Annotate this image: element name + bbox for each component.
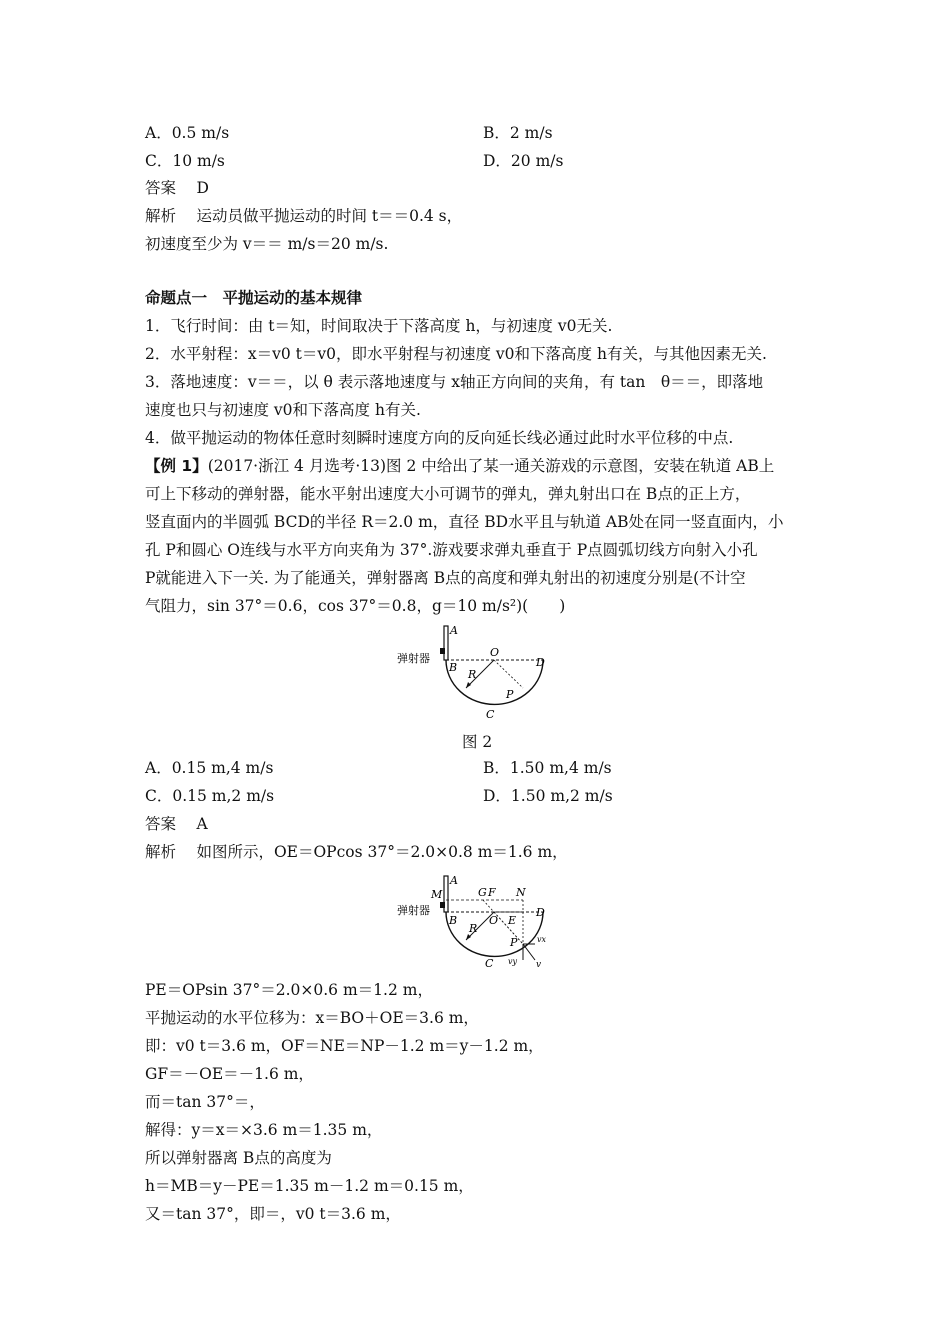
solution-step-6: 解得：y＝x＝×3.6 m＝1.35 m， bbox=[145, 1121, 383, 1139]
fig2-label-e: E bbox=[508, 914, 517, 927]
fig-label-p: P bbox=[506, 688, 514, 701]
fig2-label-v: v bbox=[536, 960, 542, 970]
fig2-label-f: F bbox=[488, 886, 496, 899]
example-answer-label: 答案 bbox=[145, 815, 177, 833]
analysis-line bbox=[145, 206, 462, 226]
answer-value: D bbox=[196, 179, 209, 197]
example-analysis-label: 解析 bbox=[145, 843, 177, 861]
fig2-label-p: P bbox=[510, 936, 518, 949]
example-answer-line bbox=[145, 814, 208, 834]
fig2-label-a: A bbox=[450, 874, 458, 887]
option-c: C．10 m/s bbox=[145, 152, 225, 170]
solution-step-1: PE＝OPsin 37°＝2.0×0.6 m＝1.2 m， bbox=[145, 981, 433, 999]
example-answer-value: A bbox=[196, 815, 208, 833]
example-analysis-line bbox=[145, 842, 568, 862]
option-b: B．2 m/s bbox=[483, 124, 553, 142]
fig2-launcher-label: 弹射器 bbox=[397, 904, 430, 917]
fig2-label-vx: vx bbox=[537, 935, 547, 944]
analysis-label: 解析 bbox=[145, 207, 177, 225]
example-line-3: 竖直面内的半圆弧 BCD的半径 R＝2.0 m，直径 BD水平且与轨道 AB处在同一竖直面内，小 bbox=[145, 513, 784, 531]
v-vector bbox=[523, 944, 535, 960]
fig2-label-o: O bbox=[489, 914, 499, 927]
answer-label: 答案 bbox=[145, 179, 177, 197]
figure-2 bbox=[395, 622, 555, 722]
fig-label-r: R bbox=[468, 668, 477, 681]
rule-1: 1．飞行时间：由 t＝知，时间取决于下落高度 h，与初速度 v0无关. bbox=[145, 317, 613, 335]
fig2-label-c: C bbox=[485, 957, 494, 970]
launcher-block-2 bbox=[440, 902, 445, 908]
solution-step-4: GF＝－OE＝－1.6 m， bbox=[145, 1065, 314, 1083]
fig2-label-d: D bbox=[536, 906, 545, 919]
example-analysis-text: 如图所示，OE＝OPcos 37°＝2.0×0.8 m＝1.6 m， bbox=[196, 843, 568, 861]
option-d: D．20 m/s bbox=[483, 152, 564, 170]
fig2-label-vy: vy bbox=[508, 957, 518, 966]
fig-label-d: D bbox=[536, 656, 545, 669]
op-line bbox=[494, 660, 523, 688]
rule-4: 4．做平抛运动的物体任意时刻瞬时速度方向的反向延长线必通过此时水平位移的中点. bbox=[145, 429, 734, 447]
example-tag: 【例 1】 bbox=[145, 457, 208, 475]
semicircle-arc bbox=[446, 660, 543, 704]
solution-step-3: 即：v0 t＝3.6 m，OF＝NE＝NP－1.2 m＝y－1.2 m， bbox=[145, 1037, 544, 1055]
solution-figure bbox=[395, 872, 560, 972]
solution-step-7: 所以弹射器离 B点的高度为 bbox=[145, 1149, 332, 1167]
fig2-label-b: B bbox=[449, 914, 458, 927]
example-line-2: 可上下移动的弹射器，能水平射出速度大小可调节的弹丸，弹丸射出口在 B点的正上方， bbox=[145, 485, 751, 503]
option-a: A．0.5 m/s bbox=[145, 124, 230, 142]
solution-step-8: h＝MB＝y－PE＝1.35 m－1.2 m＝0.15 m， bbox=[145, 1177, 474, 1195]
fig-label-c: C bbox=[486, 708, 495, 721]
solution-step-5: 而＝tan 37°＝， bbox=[145, 1093, 265, 1111]
fig2-label-r: R bbox=[469, 922, 478, 935]
example-option-d: D．1.50 m,2 m/s bbox=[483, 787, 613, 805]
rule-3b: 速度也只与初速度 v0和下落高度 h有关. bbox=[145, 401, 421, 419]
fig-launcher-label: 弹射器 bbox=[397, 652, 430, 665]
example-option-a: A．0.15 m,4 m/s bbox=[145, 759, 274, 777]
analysis-text: 运动员做平抛运动的时间 t＝＝0.4 s， bbox=[196, 207, 463, 225]
example-option-c: C．0.15 m,2 m/s bbox=[145, 787, 275, 805]
analysis-line-2: 初速度至少为 v＝＝ m/s＝20 m/s. bbox=[145, 235, 389, 253]
fig-label-a: A bbox=[450, 624, 458, 637]
example-line-4: 孔 P和圆心 O连线与水平方向夹角为 37°.游戏要求弹丸垂直于 P点圆弧切线方向射入小孔 bbox=[145, 541, 758, 559]
fig2-label-n: N bbox=[516, 886, 526, 899]
launcher-block bbox=[440, 648, 445, 654]
figure-2-caption: 图 2 bbox=[462, 733, 493, 751]
solution-step-2: 平抛运动的水平位移为：x＝BO＋OE＝3.6 m， bbox=[145, 1009, 479, 1027]
solution-step-9: 又＝tan 37°，即＝，v0 t＝3.6 m， bbox=[145, 1205, 401, 1223]
radius-arrow bbox=[466, 682, 471, 688]
example-option-b: B．1.50 m,4 m/s bbox=[483, 759, 612, 777]
fig2-label-m: M bbox=[431, 888, 443, 901]
rule-2: 2．水平射程：x＝v0 t＝v0，即水平射程与初速度 v0和下落高度 h有关，与其他因素无关. bbox=[145, 345, 767, 363]
fig2-label-g: G bbox=[478, 886, 487, 899]
fig-label-o: O bbox=[490, 646, 500, 659]
example-line-6: 气阻力，sin 37°＝0.6，cos 37°＝0.8，g＝10 m/s²)( ) bbox=[145, 597, 566, 615]
track-ab bbox=[444, 626, 448, 660]
example-line-5: P就能进入下一关. 为了能通关，弹射器离 B点的高度和弹丸射出的初速度分别是(不计空 bbox=[145, 569, 746, 587]
section-title: 命题点一 平抛运动的基本规律 bbox=[145, 289, 363, 307]
answer-line bbox=[145, 178, 209, 198]
example-text-1: (2017·浙江 4 月选考·13)图 2 中给出了某一通关游戏的示意图，安装在轨道 AB上 bbox=[207, 457, 775, 475]
fig-label-b: B bbox=[449, 661, 458, 674]
example-line-1 bbox=[145, 456, 774, 476]
rule-3a: 3．落地速度：v＝＝，以 θ 表示落地速度与 x轴正方向间的夹角，有 tan θ＝＝，即落地 bbox=[145, 373, 764, 391]
